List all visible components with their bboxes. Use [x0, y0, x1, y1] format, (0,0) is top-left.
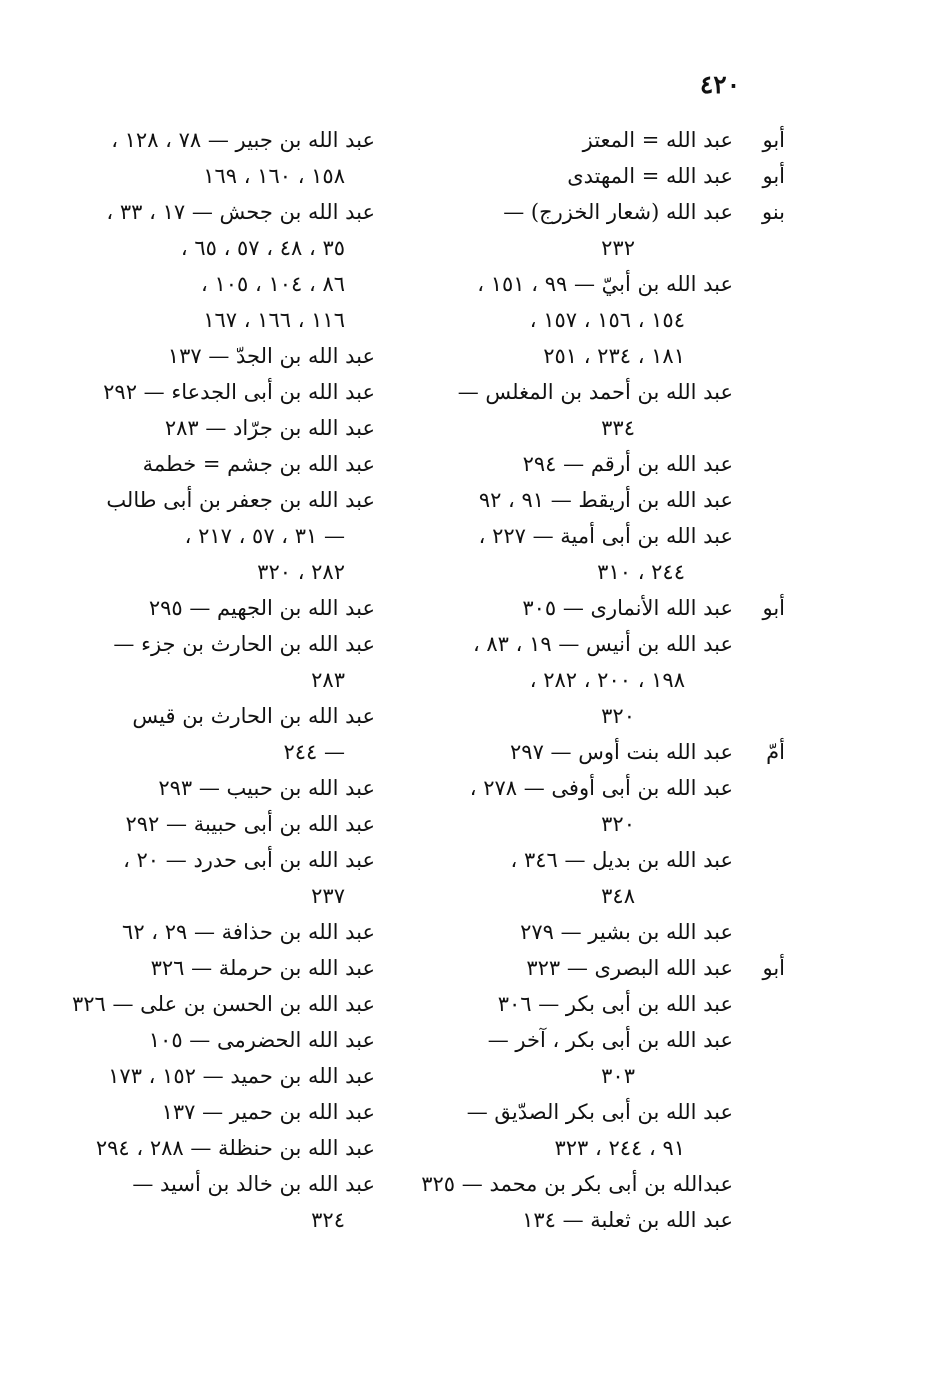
entry-text: عبد الله بن جحش — ١٧ ، ٣٣ ،: [106, 200, 375, 224]
entry-text: ١٩٨ ، ٢٠٠ ، ٢٨٢ ،: [529, 668, 685, 692]
entry-text: عبد الله بن جبير — ٧٨ ، ١٢٨ ،: [111, 128, 375, 152]
entry-text: عبد الله بن الجدّ — ١٣٧: [167, 344, 375, 368]
index-entry: [455, 842, 785, 878]
index-entry: [95, 1094, 375, 1130]
entry-text: عبد الله بن بشير — ٢٧٩: [520, 920, 733, 944]
entry-text: ٣٠٣: [601, 1064, 635, 1088]
entry-text: عبد الله بن أبى أمية — ٢٢٧ ،: [478, 524, 733, 548]
page-number: ٤٢٠: [699, 70, 741, 99]
index-entry: [95, 410, 375, 446]
entry-text: ٢٣٧: [311, 884, 345, 908]
entry-text: عبد الله بن الحارث بن قيس: [132, 704, 375, 728]
entry-prefix: أمّ: [766, 740, 785, 764]
entry-text: ٢٨٣: [311, 668, 345, 692]
index-entry-continuation: [95, 230, 375, 266]
entry-text: ١٥٨ ، ١٦٠ ، ١٦٩: [203, 164, 345, 188]
index-column-left: [71, 122, 375, 1238]
index-entry-continuation: [95, 878, 375, 914]
index-entry: [95, 122, 375, 158]
entry-text: عبد الله بن أبى أوفى — ٢٧٨ ،: [469, 776, 733, 800]
entry-text: عبد الله بن أبى بكر الصدّيق —: [466, 1100, 733, 1124]
index-entry: [455, 626, 785, 662]
index-entry-continuation: [95, 158, 375, 194]
index-entry: [455, 950, 785, 986]
entry-text: عبد الله بن جعفر بن أبى طالب: [106, 488, 375, 512]
index-entry-continuation: [95, 662, 375, 698]
entry-text: ٣٤٨: [601, 884, 635, 908]
entry-text: عبد الله بن أريقط — ٩١ ، ٩٢: [478, 488, 733, 512]
entry-text: — ٣١ ، ٥٧ ، ٢١٧ ،: [184, 524, 345, 548]
entry-text: عبد الله بن الحسن بن على — ٣٢٦: [71, 992, 375, 1016]
entry-text: عبدالله بن أبى بكر بن محمد — ٣٢٥: [421, 1172, 733, 1196]
entry-text: عبد الله الحضرمى — ١٠٥: [148, 1028, 375, 1052]
index-entry: [95, 950, 375, 986]
entry-text: ٣٢٠: [601, 704, 635, 728]
index-entry: [421, 1166, 785, 1202]
entry-text: ٢٤٤ ، ٣١٠: [597, 560, 685, 584]
index-entry: [455, 446, 785, 482]
entry-text: عبد الله بن الحارث بن جزء —: [113, 632, 375, 656]
index-entry-continuation: [455, 554, 785, 590]
index-entry: [455, 914, 785, 950]
entry-text: ٣٢٤: [311, 1208, 345, 1232]
index-entry: [455, 482, 785, 518]
entry-text: عبد الله بن حرملة — ٣٢٦: [150, 956, 375, 980]
index-entry-continuation: [95, 554, 375, 590]
index-entry: [455, 158, 785, 194]
index-entry: [95, 590, 375, 626]
entry-text: — ٢٤٤: [283, 740, 345, 764]
index-entry: [455, 1022, 785, 1058]
entry-text: عبد الله بن حنظلة — ٢٨٨ ، ٢٩٤: [95, 1136, 375, 1160]
index-entry: [95, 338, 375, 374]
entry-prefix: أبو: [762, 128, 785, 152]
entry-text: عبد الله بن الجهيم — ٢٩٥: [148, 596, 375, 620]
index-entry: [95, 698, 375, 734]
entry-text: عبد الله بن حميد — ١٥٢ ، ١٧٣: [108, 1064, 375, 1088]
entry-text: ٢٣٢: [601, 236, 635, 260]
entry-text: عبد الله بن أبى حبيبة — ٢٩٢: [125, 812, 375, 836]
entry-prefix: بنو: [761, 200, 785, 224]
index-entry: [71, 986, 375, 1022]
entry-text: عبد الله = المهتدى: [567, 164, 733, 188]
entry-text: عبد الله بن أرقم — ٢٩٤: [522, 452, 733, 476]
index-entry: [95, 842, 375, 878]
index-entry: [95, 914, 375, 950]
index-entry: [455, 986, 785, 1022]
index-entry: [455, 518, 785, 554]
index-entry: [455, 374, 785, 410]
index-entry: [455, 1094, 785, 1130]
index-entry: [95, 1058, 375, 1094]
index-entry: [455, 770, 785, 806]
index-entry: [95, 446, 375, 482]
index-entry: [95, 1130, 375, 1166]
entry-text: ٣٢٠: [601, 812, 635, 836]
entry-text: عبد الله الأنمارى — ٣٠٥: [522, 596, 733, 620]
index-entry: [455, 122, 785, 158]
index-entry-continuation: [455, 230, 785, 266]
entry-text: ٣٣٤: [601, 416, 635, 440]
entry-prefix: أبو: [762, 956, 785, 980]
index-entry: [455, 1202, 785, 1238]
index-entry-continuation: [95, 518, 375, 554]
entry-text: عبد الله بن ثعلبة — ١٣٤: [522, 1208, 733, 1232]
entry-text: عبد الله بن أبى بكر — ٣٠٦: [497, 992, 733, 1016]
index-entry-continuation: [455, 338, 785, 374]
entry-text: عبد الله بن حبيب — ٢٩٣: [158, 776, 375, 800]
entry-text: ٩١ ، ٢٤٤ ، ٣٢٣: [554, 1136, 685, 1160]
index-entry: [455, 266, 785, 302]
index-entry: [95, 194, 375, 230]
index-entry-continuation: [455, 662, 785, 698]
entry-text: عبد الله بن جرّاد — ٢٨٣: [164, 416, 375, 440]
index-entry: [95, 626, 375, 662]
entry-text: عبد الله بنت أوس — ٢٩٧: [510, 740, 733, 764]
entry-text: عبد الله بن أبيّ — ٩٩ ، ١٥١ ،: [477, 272, 733, 296]
entry-text: عبد الله البصرى — ٣٢٣: [526, 956, 733, 980]
entry-text: عبد الله بن أبى حدرد — ٢٠ ،: [123, 848, 375, 872]
index-entry-continuation: [455, 1130, 785, 1166]
index-entry: [95, 1022, 375, 1058]
index-column-right: [421, 122, 785, 1238]
index-entry: [95, 482, 375, 518]
entry-text: ١٥٤ ، ١٥٦ ، ١٥٧ ،: [529, 308, 685, 332]
entry-text: عبد الله بن بديل — ٣٤٦ ،: [510, 848, 733, 872]
entry-text: عبد الله بن أحمد بن المغلس —: [457, 380, 733, 404]
index-entry: [455, 734, 785, 770]
index-entry-continuation: [455, 302, 785, 338]
index-entry: [95, 806, 375, 842]
entry-text: عبد الله بن أبى بكر ، آخر —: [487, 1028, 733, 1052]
index-entry: [95, 374, 375, 410]
entry-text: عبد الله بن حذافة — ٢٩ ، ٦٢: [122, 920, 375, 944]
index-entry: [455, 590, 785, 626]
index-entry: [95, 770, 375, 806]
entry-text: عبد الله بن جشم = خطمة: [142, 452, 375, 476]
index-entry: [95, 1166, 375, 1202]
index-entry-continuation: [455, 698, 785, 734]
index-entry-continuation: [95, 734, 375, 770]
entry-text: عبد الله بن خالد بن أسيد —: [132, 1172, 375, 1196]
entry-text: ١٨١ ، ٢٣٤ ، ٢٥١: [543, 344, 685, 368]
index-entry-continuation: [95, 266, 375, 302]
index-entry: [455, 194, 785, 230]
index-entry-continuation: [455, 806, 785, 842]
entry-text: ١١٦ ، ١٦٦ ، ١٦٧: [203, 308, 345, 332]
index-entry-continuation: [95, 302, 375, 338]
entry-text: ٢٨٢ ، ٣٢٠: [257, 560, 345, 584]
entry-text: عبد الله = المعتز: [582, 128, 733, 152]
entry-text: ٣٥ ، ٤٨ ، ٥٧ ، ٦٥ ،: [180, 236, 345, 260]
index-entry-continuation: [95, 1202, 375, 1238]
index-entry-continuation: [455, 878, 785, 914]
index-entry-continuation: [455, 410, 785, 446]
entry-text: عبد الله بن حمير — ١٣٧: [161, 1100, 375, 1124]
entry-text: عبد الله بن أنيس — ١٩ ، ٨٣ ،: [472, 632, 733, 656]
entry-prefix: أبو: [762, 164, 785, 188]
entry-text: ٨٦ ، ١٠٤ ، ١٠٥ ،: [201, 272, 345, 296]
index-entry-continuation: [455, 1058, 785, 1094]
entry-prefix: أبو: [762, 596, 785, 620]
entry-text: عبد الله بن أبى الجدعاء — ٢٩٢: [103, 380, 375, 404]
entry-text: عبد الله (شعار الخزرج) —: [503, 200, 733, 224]
